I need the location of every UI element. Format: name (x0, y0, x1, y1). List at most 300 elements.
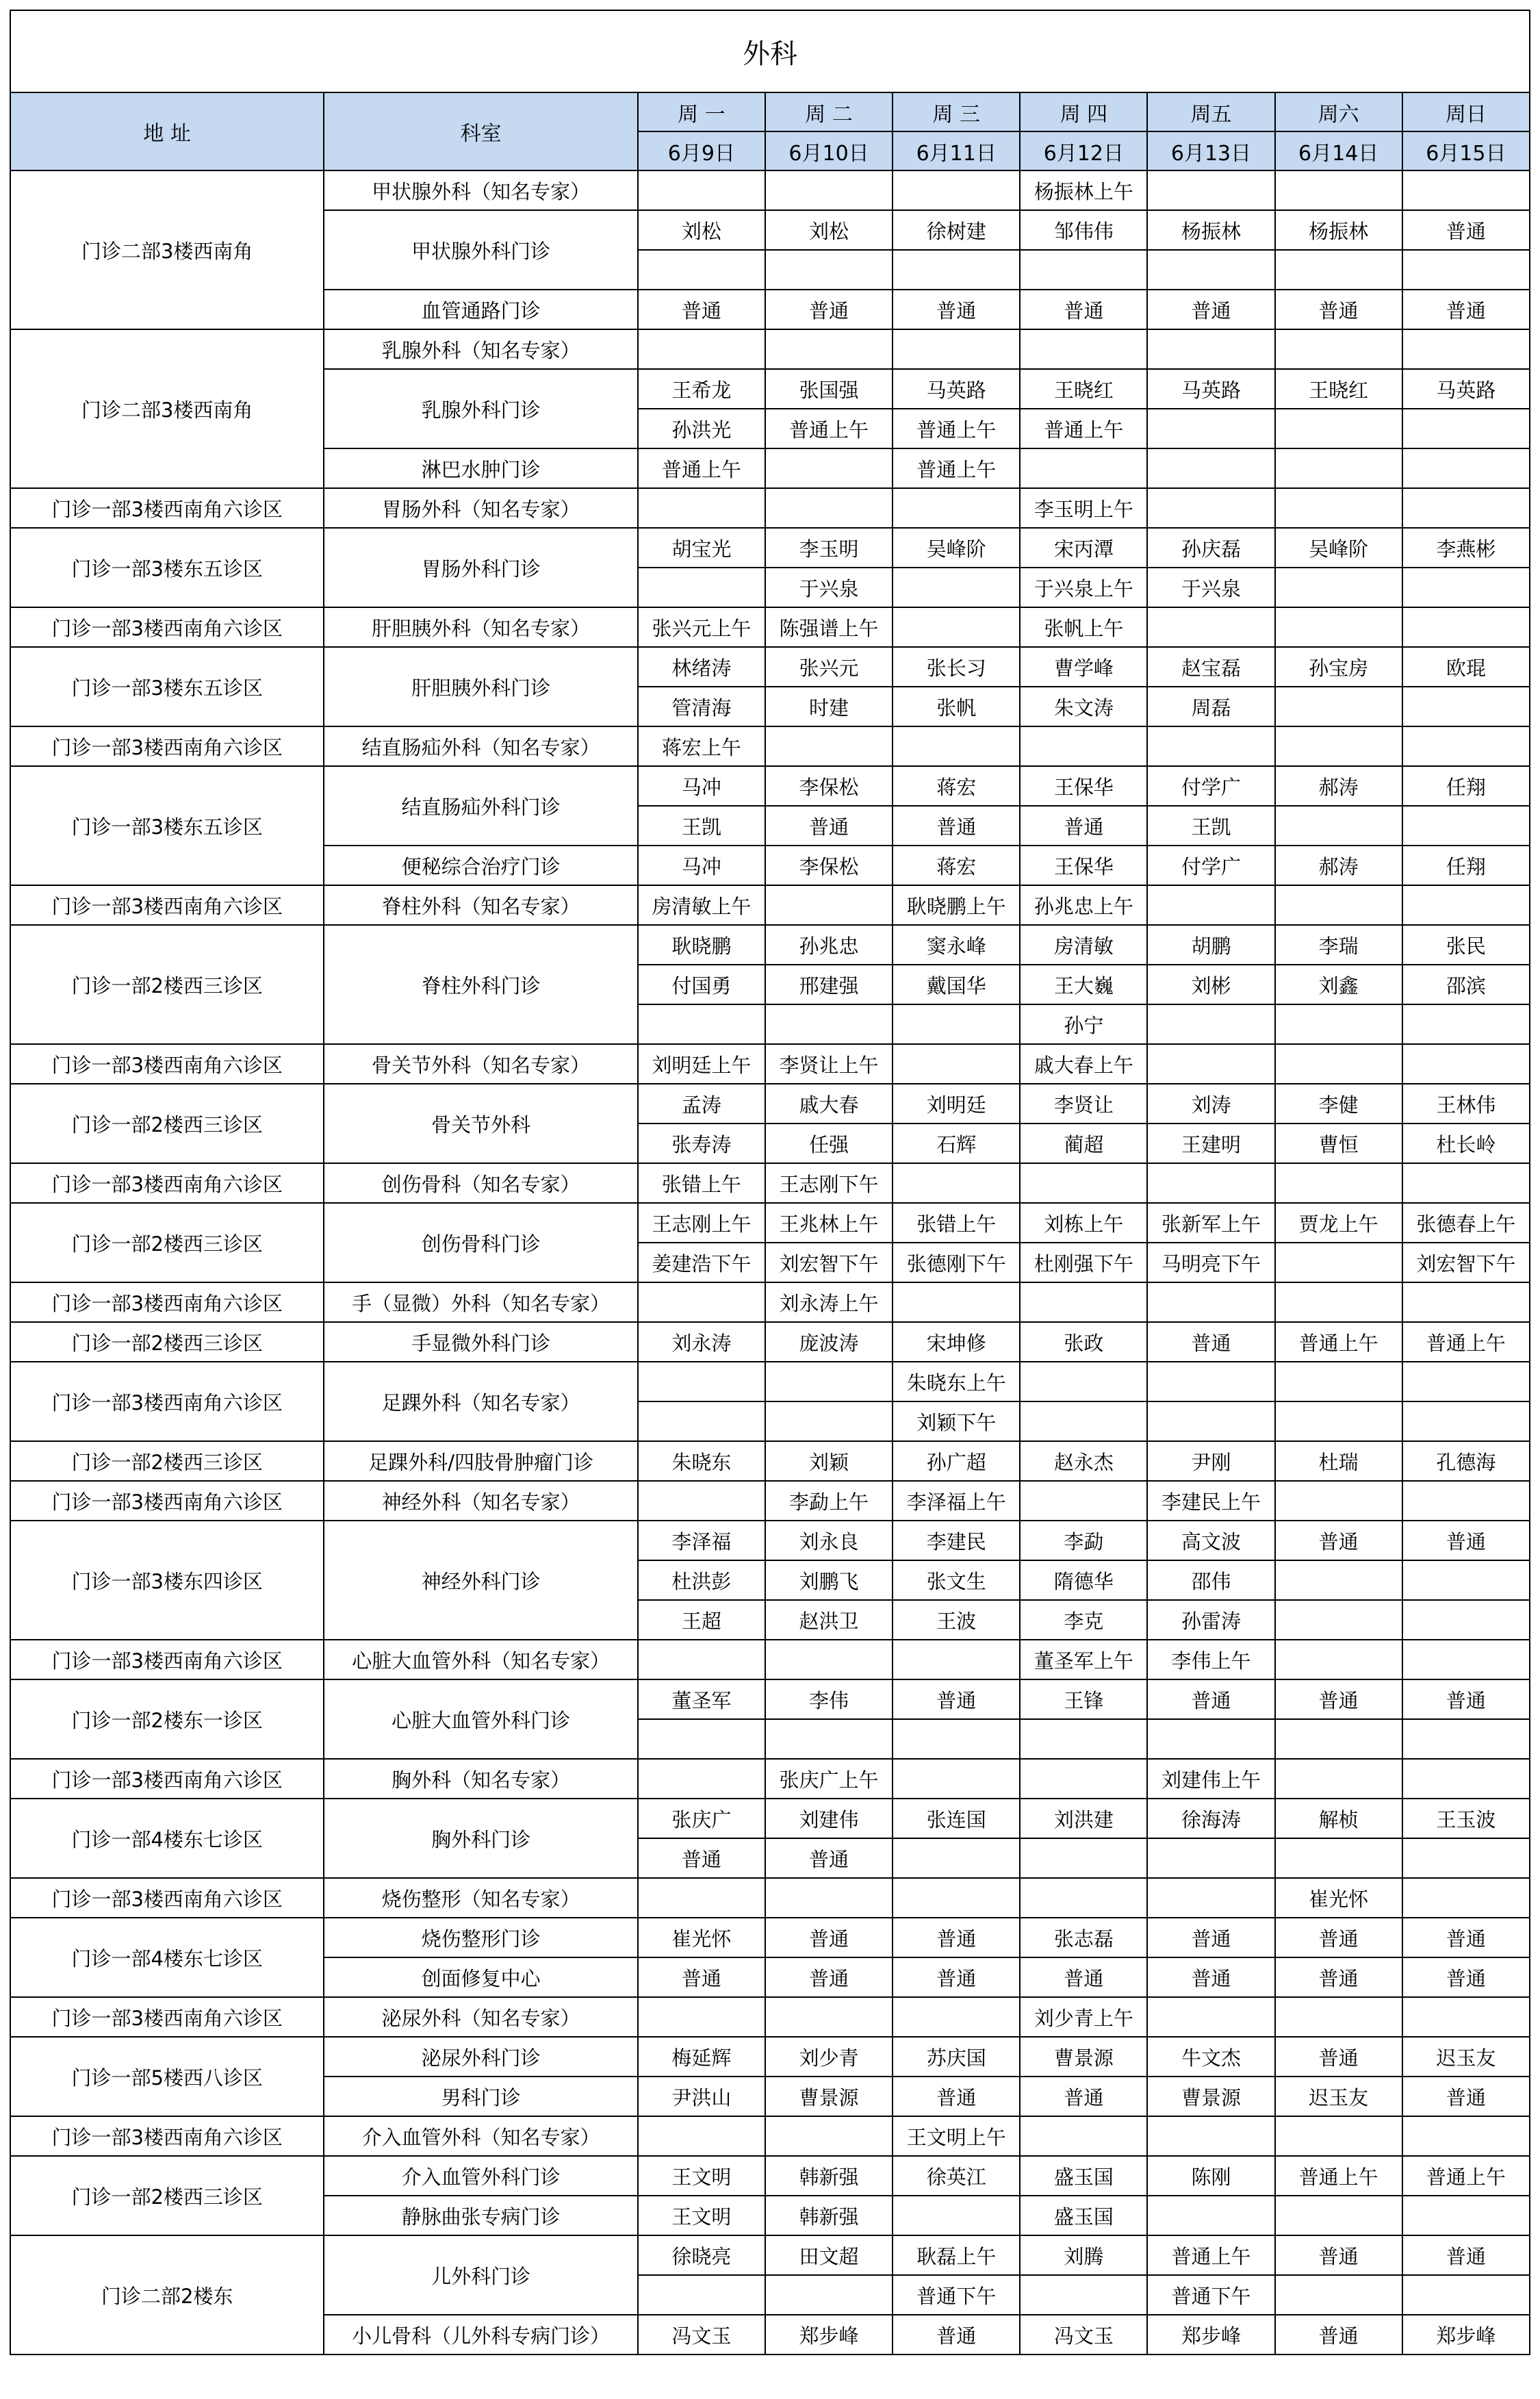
doctor-cell (1275, 2275, 1402, 2315)
doctor-cell (1402, 170, 1530, 210)
table-row (10, 1084, 1530, 1124)
doctor-cell: 普通 (765, 1838, 893, 1878)
doctor-cell (638, 1362, 765, 1401)
doctor-cell (1402, 726, 1530, 766)
doctor-cell: 蔺超 (1020, 1124, 1147, 1163)
doctor-cell: 李勐 (1020, 1521, 1147, 1560)
doctor-cell (1020, 1481, 1147, 1521)
doctor-cell: 孟涛 (638, 1084, 765, 1124)
doctor-cell: 戴国华 (893, 965, 1020, 1004)
doctor-cell: 于兴泉上午 (1020, 568, 1147, 607)
doctor-cell: 王志刚上午 (638, 1203, 765, 1243)
table-row (10, 1163, 1530, 1203)
doctor-cell (1275, 1759, 1402, 1799)
doctor-cell: 耿磊上午 (893, 2235, 1020, 2275)
doctor-cell: 王波 (893, 1600, 1020, 1640)
doctor-cell: 李瑞 (1275, 925, 1402, 965)
doctor-cell: 崔光怀 (638, 1918, 765, 1957)
address-cell: 门诊一部3楼东四诊区 (10, 1521, 324, 1640)
doctor-cell: 崔光怀 (1275, 1878, 1402, 1918)
doctor-cell: 刘彬 (1147, 965, 1274, 1004)
doctor-cell: 普通 (1402, 290, 1530, 329)
doctor-cell (1275, 2196, 1402, 2235)
doctor-cell: 普通 (1275, 2037, 1402, 2077)
doctor-cell: 普通 (1020, 2077, 1147, 2116)
doctor-cell: 普通上午 (1147, 2235, 1274, 2275)
doctor-cell (893, 1997, 1020, 2037)
doctor-cell: 马英路 (893, 369, 1020, 409)
doctor-cell (893, 170, 1020, 210)
doctor-cell (1147, 448, 1274, 488)
table-row (10, 1481, 1530, 1521)
doctor-cell (1275, 1481, 1402, 1521)
doctor-cell (638, 1719, 765, 1759)
doctor-cell (893, 1163, 1020, 1203)
address-cell: 门诊一部3楼西南角六诊区 (10, 1878, 324, 1918)
doctor-cell: 王希龙 (638, 369, 765, 409)
doctor-cell (1147, 488, 1274, 528)
doctor-cell: 胡宝光 (638, 528, 765, 568)
doctor-cell: 张庆广 (638, 1799, 765, 1838)
address-cell: 门诊一部4楼东七诊区 (10, 1799, 324, 1878)
doctor-cell: 普通下午 (1147, 2275, 1274, 2315)
doctor-cell: 蒋宏上午 (638, 726, 765, 766)
doctor-cell: 吴峰阶 (893, 528, 1020, 568)
doctor-cell: 普通上午 (638, 448, 765, 488)
doctor-cell: 朱晓东上午 (893, 1362, 1020, 1401)
doctor-cell: 朱晓东 (638, 1441, 765, 1481)
doctor-cell: 胡鹏 (1147, 925, 1274, 965)
address-cell: 门诊一部3楼西南角六诊区 (10, 1759, 324, 1799)
table-row (10, 726, 1530, 766)
doctor-cell (1147, 1401, 1274, 1441)
table-row (10, 2235, 1530, 2275)
address-cell: 门诊一部3楼西南角六诊区 (10, 607, 324, 647)
day-header: 周 二 (765, 92, 893, 131)
dept-cell: 肝胆胰外科（知名专家） (324, 607, 637, 647)
doctor-cell: 盛玉国 (1020, 2196, 1147, 2235)
doctor-cell: 韩新强 (765, 2196, 893, 2235)
dept-cell: 骨关节外科 (324, 1084, 637, 1163)
doctor-cell (1402, 806, 1530, 846)
doctor-cell: 耿晓鹏 (638, 925, 765, 965)
doctor-cell (1020, 2275, 1147, 2315)
address-cell: 门诊一部5楼西八诊区 (10, 2037, 324, 2116)
doctor-cell (1402, 2116, 1530, 2156)
address-cell: 门诊一部3楼西南角六诊区 (10, 1997, 324, 2037)
doctor-cell: 杜刚强下午 (1020, 1243, 1147, 1282)
dept-cell: 手显微外科门诊 (324, 1322, 637, 1362)
schedule-body (10, 170, 1530, 2354)
doctor-cell: 王凯 (638, 806, 765, 846)
doctor-cell: 王凯 (1147, 806, 1274, 846)
doctor-cell: 盛玉国 (1020, 2156, 1147, 2196)
day-header: 周 三 (893, 92, 1020, 131)
doctor-cell: 张德春上午 (1402, 1203, 1530, 1243)
doctor-cell (893, 488, 1020, 528)
doctor-cell: 普通上午 (1275, 1322, 1402, 1362)
doctor-cell: 曹景源 (1020, 2037, 1147, 2077)
doctor-cell (1402, 687, 1530, 726)
doctor-cell: 李贤让上午 (765, 1044, 893, 1084)
doctor-cell: 房清敏上午 (638, 885, 765, 925)
doctor-cell: 普通 (893, 1957, 1020, 1997)
dept-cell: 泌尿外科（知名专家） (324, 1997, 637, 2037)
doctor-cell: 李玉明 (765, 528, 893, 568)
address-cell: 门诊一部3楼西南角六诊区 (10, 2116, 324, 2156)
dept-cell: 便秘综合治疗门诊 (324, 846, 637, 885)
doctor-cell: 王文明 (638, 2196, 765, 2235)
doctor-cell: 王保华 (1020, 766, 1147, 806)
doctor-cell (1402, 1163, 1530, 1203)
doctor-cell: 普通 (765, 806, 893, 846)
doctor-cell: 张民 (1402, 925, 1530, 965)
doctor-cell: 普通 (638, 1838, 765, 1878)
table-row (10, 1640, 1530, 1679)
doctor-cell: 徐英江 (893, 2156, 1020, 2196)
doctor-cell: 刘鹏飞 (765, 1560, 893, 1600)
doctor-cell (1147, 1997, 1274, 2037)
doctor-cell: 牛文杰 (1147, 2037, 1274, 2077)
doctor-cell (1020, 1282, 1147, 1322)
doctor-cell (1147, 726, 1274, 766)
doctor-cell (638, 329, 765, 369)
table-row (10, 1044, 1530, 1084)
table-row (10, 1322, 1530, 1362)
doctor-cell (1275, 1600, 1402, 1640)
doctor-cell (1020, 1838, 1147, 1878)
dept-cell: 儿外科门诊 (324, 2235, 637, 2315)
doctor-cell: 孙兆忠上午 (1020, 885, 1147, 925)
doctor-cell: 宋坤修 (893, 1322, 1020, 1362)
doctor-cell: 普通 (1275, 1679, 1402, 1719)
table-row (10, 647, 1530, 687)
dept-cell: 心脏大血管外科门诊 (324, 1679, 637, 1759)
doctor-cell: 邵滨 (1402, 965, 1530, 1004)
doctor-cell: 普通 (1275, 1957, 1402, 1997)
address-cell: 门诊二部3楼西南角 (10, 170, 324, 329)
doctor-cell: 迟玉友 (1402, 2037, 1530, 2077)
doctor-cell (765, 170, 893, 210)
doctor-cell (1402, 448, 1530, 488)
doctor-cell (1147, 1719, 1274, 1759)
day-header: 周日 (1402, 92, 1530, 131)
doctor-cell (1275, 1560, 1402, 1600)
doctor-cell: 管清海 (638, 687, 765, 726)
schedule-page (10, 10, 1530, 2355)
doctor-cell: 蒋宏 (893, 766, 1020, 806)
doctor-cell: 马明亮下午 (1147, 1243, 1274, 1282)
doctor-cell: 普通 (1402, 210, 1530, 250)
doctor-cell: 张德刚下午 (893, 1243, 1020, 1282)
dept-cell: 乳腺外科（知名专家） (324, 329, 637, 369)
dept-cell: 神经外科门诊 (324, 1521, 637, 1640)
doctor-cell: 付国勇 (638, 965, 765, 1004)
doctor-cell (1020, 250, 1147, 290)
doctor-cell (1275, 329, 1402, 369)
doctor-cell (1147, 1163, 1274, 1203)
doctor-cell: 王大巍 (1020, 965, 1147, 1004)
doctor-cell: 李勐上午 (765, 1481, 893, 1521)
doctor-cell: 普通 (893, 2315, 1020, 2354)
doctor-cell (1402, 1878, 1530, 1918)
doctor-cell: 张兴元 (765, 647, 893, 687)
doctor-cell: 朱文涛 (1020, 687, 1147, 726)
doctor-cell (1275, 1044, 1402, 1084)
doctor-cell (1402, 1560, 1530, 1600)
address-cell: 门诊一部2楼西三诊区 (10, 1441, 324, 1481)
doctor-cell: 赵宝磊 (1147, 647, 1274, 687)
doctor-cell (893, 1719, 1020, 1759)
dept-cell: 介入血管外科（知名专家） (324, 2116, 637, 2156)
doctor-cell: 王保华 (1020, 846, 1147, 885)
dept-cell: 手（显微）外科（知名专家） (324, 1282, 637, 1322)
doctor-cell (1275, 1282, 1402, 1322)
doctor-cell: 刘松 (638, 210, 765, 250)
doctor-cell: 刘涛 (1147, 1084, 1274, 1124)
doctor-cell (638, 1640, 765, 1679)
doctor-cell: 刘少青上午 (1020, 1997, 1147, 2037)
doctor-cell (638, 170, 765, 210)
date-header: 6月10日 (765, 131, 893, 170)
doctor-cell: 刘鑫 (1275, 965, 1402, 1004)
dept-cell: 创伤骨科（知名专家） (324, 1163, 637, 1203)
doctor-cell (893, 2196, 1020, 2235)
doctor-cell (1020, 1163, 1147, 1203)
dept-cell: 男科门诊 (324, 2077, 637, 2116)
doctor-cell (893, 1004, 1020, 1044)
day-header: 周 四 (1020, 92, 1147, 131)
doctor-cell: 张连国 (893, 1799, 1020, 1838)
dept-cell: 泌尿外科门诊 (324, 2037, 637, 2077)
doctor-cell: 徐晓亮 (638, 2235, 765, 2275)
day-header: 周 一 (638, 92, 765, 131)
doctor-cell (1402, 1401, 1530, 1441)
doctor-cell: 徐海涛 (1147, 1799, 1274, 1838)
doctor-cell: 曹景源 (1147, 2077, 1274, 2116)
doctor-cell (638, 2275, 765, 2315)
doctor-cell (765, 2275, 893, 2315)
doctor-cell (1275, 568, 1402, 607)
table-row (10, 528, 1530, 568)
address-header: 地 址 (10, 92, 324, 170)
doctor-cell: 解桢 (1275, 1799, 1402, 1838)
doctor-cell: 贾龙上午 (1275, 1203, 1402, 1243)
doctor-cell: 张政 (1020, 1322, 1147, 1362)
doctor-cell: 张帆 (893, 687, 1020, 726)
doctor-cell: 邹伟伟 (1020, 210, 1147, 250)
doctor-cell (1402, 2196, 1530, 2235)
doctor-cell (1020, 1719, 1147, 1759)
doctor-cell: 刘建伟上午 (1147, 1759, 1274, 1799)
address-cell: 门诊一部3楼西南角六诊区 (10, 1044, 324, 1084)
doctor-cell: 王晓红 (1020, 369, 1147, 409)
doctor-cell (1275, 1243, 1402, 1282)
dept-cell: 肝胆胰外科门诊 (324, 647, 637, 726)
doctor-cell: 梅延辉 (638, 2037, 765, 2077)
doctor-cell (765, 1004, 893, 1044)
doctor-cell (1402, 1362, 1530, 1401)
doctor-cell: 普通上午 (893, 409, 1020, 448)
doctor-cell: 任强 (765, 1124, 893, 1163)
doctor-cell (893, 1044, 1020, 1084)
doctor-cell: 张新军上午 (1147, 1203, 1274, 1243)
doctor-cell: 刘明廷上午 (638, 1044, 765, 1084)
doctor-cell (765, 885, 893, 925)
doctor-cell: 董圣军 (638, 1679, 765, 1719)
doctor-cell (1147, 1044, 1274, 1084)
address-cell: 门诊一部3楼西南角六诊区 (10, 1481, 324, 1521)
doctor-cell (1275, 1163, 1402, 1203)
doctor-cell: 王建明 (1147, 1124, 1274, 1163)
doctor-cell (1402, 1838, 1530, 1878)
doctor-cell (1275, 1997, 1402, 2037)
doctor-cell: 李燕彬 (1402, 528, 1530, 568)
doctor-cell: 普通 (1020, 290, 1147, 329)
doctor-cell: 李泽福上午 (893, 1481, 1020, 1521)
doctor-cell: 普通 (1147, 290, 1274, 329)
doctor-cell (1402, 1044, 1530, 1084)
table-row (10, 1878, 1530, 1918)
table-row (10, 1441, 1530, 1481)
doctor-cell (1275, 409, 1402, 448)
doctor-cell (1147, 2196, 1274, 2235)
address-cell: 门诊一部2楼东一诊区 (10, 1679, 324, 1759)
doctor-cell: 邵伟 (1147, 1560, 1274, 1600)
schedule-table (10, 92, 1530, 2355)
table-row (10, 2116, 1530, 2156)
doctor-cell: 李保松 (765, 766, 893, 806)
doctor-cell (1020, 2116, 1147, 2156)
doctor-cell: 时建 (765, 687, 893, 726)
doctor-cell: 普通上午 (1402, 1322, 1530, 1362)
dept-cell: 创伤骨科门诊 (324, 1203, 637, 1282)
doctor-cell: 普通上午 (1402, 2156, 1530, 2196)
doctor-cell: 普通 (1275, 2315, 1402, 2354)
address-cell: 门诊一部3楼东五诊区 (10, 766, 324, 885)
doctor-cell: 任翔 (1402, 766, 1530, 806)
doctor-cell: 王超 (638, 1600, 765, 1640)
doctor-cell: 孙洪光 (638, 409, 765, 448)
doctor-cell (765, 1640, 893, 1679)
doctor-cell (893, 568, 1020, 607)
doctor-cell: 王文明上午 (893, 2116, 1020, 2156)
doctor-cell (1402, 1997, 1530, 2037)
doctor-cell: 普通 (893, 2077, 1020, 2116)
doctor-cell: 李建民上午 (1147, 1481, 1274, 1521)
dept-cell: 小儿骨科（儿外科专病门诊） (324, 2315, 637, 2354)
doctor-cell (1275, 885, 1402, 925)
doctor-cell (893, 1838, 1020, 1878)
address-cell: 门诊一部3楼东五诊区 (10, 647, 324, 726)
doctor-cell: 杨振林上午 (1020, 170, 1147, 210)
doctor-cell: 普通 (638, 1957, 765, 1997)
doctor-cell: 普通 (1147, 1679, 1274, 1719)
address-cell: 门诊一部3楼西南角六诊区 (10, 1282, 324, 1322)
doctor-cell: 王锋 (1020, 1679, 1147, 1719)
dept-cell: 脊柱外科门诊 (324, 925, 637, 1044)
doctor-cell (1275, 1004, 1402, 1044)
table-row (10, 1759, 1530, 1799)
table-row (10, 1521, 1530, 1560)
doctor-cell: 尹洪山 (638, 2077, 765, 2116)
date-header: 6月9日 (638, 131, 765, 170)
doctor-cell (1275, 1401, 1402, 1441)
doctor-cell (765, 2116, 893, 2156)
doctor-cell (1020, 329, 1147, 369)
table-row (10, 2037, 1530, 2077)
doctor-cell (638, 1481, 765, 1521)
doctor-cell (638, 1878, 765, 1918)
table-row (10, 170, 1530, 210)
doctor-cell (1402, 1481, 1530, 1521)
doctor-cell: 张庆广上午 (765, 1759, 893, 1799)
doctor-cell: 赵洪卫 (765, 1600, 893, 1640)
dept-cell: 胃肠外科（知名专家） (324, 488, 637, 528)
doctor-cell: 刘永涛上午 (765, 1282, 893, 1322)
dept-cell: 烧伤整形门诊 (324, 1918, 637, 1957)
doctor-cell: 郑步峰 (1402, 2315, 1530, 2354)
address-cell: 门诊一部2楼西三诊区 (10, 1322, 324, 1362)
doctor-cell: 郑步峰 (1147, 2315, 1274, 2354)
dept-cell: 结直肠疝外科门诊 (324, 766, 637, 846)
doctor-cell (1402, 2275, 1530, 2315)
dept-cell: 胃肠外科门诊 (324, 528, 637, 607)
doctor-cell: 普通 (1147, 1322, 1274, 1362)
address-cell: 门诊一部2楼西三诊区 (10, 2156, 324, 2235)
doctor-cell: 普通 (765, 1918, 893, 1957)
doctor-cell: 普通上午 (1020, 409, 1147, 448)
doctor-cell: 张错上午 (638, 1163, 765, 1203)
doctor-cell (1147, 1838, 1274, 1878)
doctor-cell: 杜长岭 (1402, 1124, 1530, 1163)
doctor-cell (638, 1997, 765, 2037)
doctor-cell: 姜建浩下午 (638, 1243, 765, 1282)
doctor-cell (1147, 607, 1274, 647)
doctor-cell: 戚大春 (765, 1084, 893, 1124)
doctor-cell: 王兆林上午 (765, 1203, 893, 1243)
table-row (10, 885, 1530, 925)
doctor-cell (638, 1004, 765, 1044)
doctor-cell (1402, 1719, 1530, 1759)
doctor-cell: 张帆上午 (1020, 607, 1147, 647)
doctor-cell: 王晓红 (1275, 369, 1402, 409)
doctor-cell (1402, 885, 1530, 925)
doctor-cell: 石辉 (893, 1124, 1020, 1163)
doctor-cell: 付学广 (1147, 846, 1274, 885)
doctor-cell: 曹景源 (765, 2077, 893, 2116)
doctor-cell (893, 726, 1020, 766)
doctor-cell (765, 1997, 893, 2037)
doctor-cell: 普通上午 (765, 409, 893, 448)
dept-cell: 乳腺外科门诊 (324, 369, 637, 448)
doctor-cell: 孙庆磊 (1147, 528, 1274, 568)
address-cell: 门诊一部3楼西南角六诊区 (10, 1163, 324, 1203)
doctor-cell: 普通 (1147, 1957, 1274, 1997)
doctor-cell (1275, 1838, 1402, 1878)
doctor-cell (1275, 488, 1402, 528)
doctor-cell: 普通下午 (893, 2275, 1020, 2315)
day-header: 周五 (1147, 92, 1274, 131)
doctor-cell: 马英路 (1147, 369, 1274, 409)
doctor-cell: 郝涛 (1275, 766, 1402, 806)
doctor-cell (1402, 1640, 1530, 1679)
doctor-cell: 周磊 (1147, 687, 1274, 726)
doctor-cell: 马冲 (638, 846, 765, 885)
doctor-cell (765, 488, 893, 528)
doctor-cell: 房清敏 (1020, 925, 1147, 965)
doctor-cell: 孙广超 (893, 1441, 1020, 1481)
